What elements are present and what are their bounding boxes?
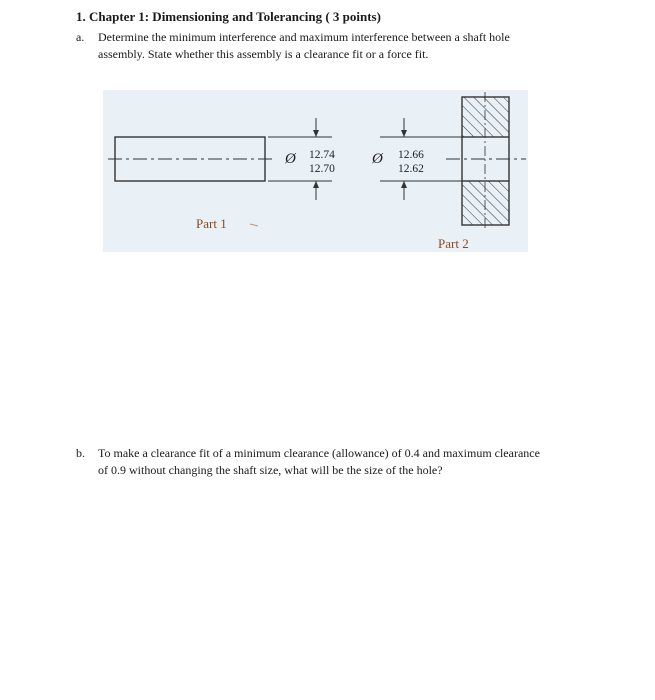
part1-leader (250, 224, 258, 226)
shaft-arrowhead-top (313, 130, 319, 137)
question-a-line1: Determine the minimum interference and maximum interference between a shaft hole (98, 30, 510, 44)
hole-block-top (462, 97, 509, 137)
question-a-line2: assembly. State whether this assembly is a clearance fit or a force fit. (98, 47, 429, 61)
hole-arrowhead-bottom (401, 181, 407, 188)
part2-label: Part 2 (438, 236, 469, 251)
question-b-line2: of 0.9 without changing the shaft size, what will be the size of the hole? (98, 463, 443, 477)
question-a-marker: a. (76, 30, 85, 44)
shaft-tolerance (309, 148, 335, 176)
question-b-line1: To make a clearance fit of a minimum clearance (allowance) of 0.4 and maximum clearance (98, 446, 540, 460)
hole-upper-limit: 12.66 (398, 149, 424, 161)
shaft-arrowhead-bottom (313, 181, 319, 188)
hole-tolerance (398, 148, 424, 176)
hole-block-bottom (462, 181, 509, 225)
hole-arrowhead-top (401, 130, 407, 137)
hole-diameter-symbol: Ø (372, 151, 383, 167)
page-heading: 1. Chapter 1: Dimensioning and Tolerancing ( 3 points) (76, 9, 381, 24)
part1-label: Part 1 (196, 216, 227, 231)
shaft-lower-limit: 12.70 (309, 163, 335, 175)
question-b-marker: b. (76, 446, 85, 460)
shaft-upper-limit: 12.74 (309, 149, 335, 161)
shaft-diameter-symbol: Ø (285, 151, 296, 167)
hole-lower-limit: 12.62 (398, 163, 424, 175)
question-b (76, 445, 540, 479)
